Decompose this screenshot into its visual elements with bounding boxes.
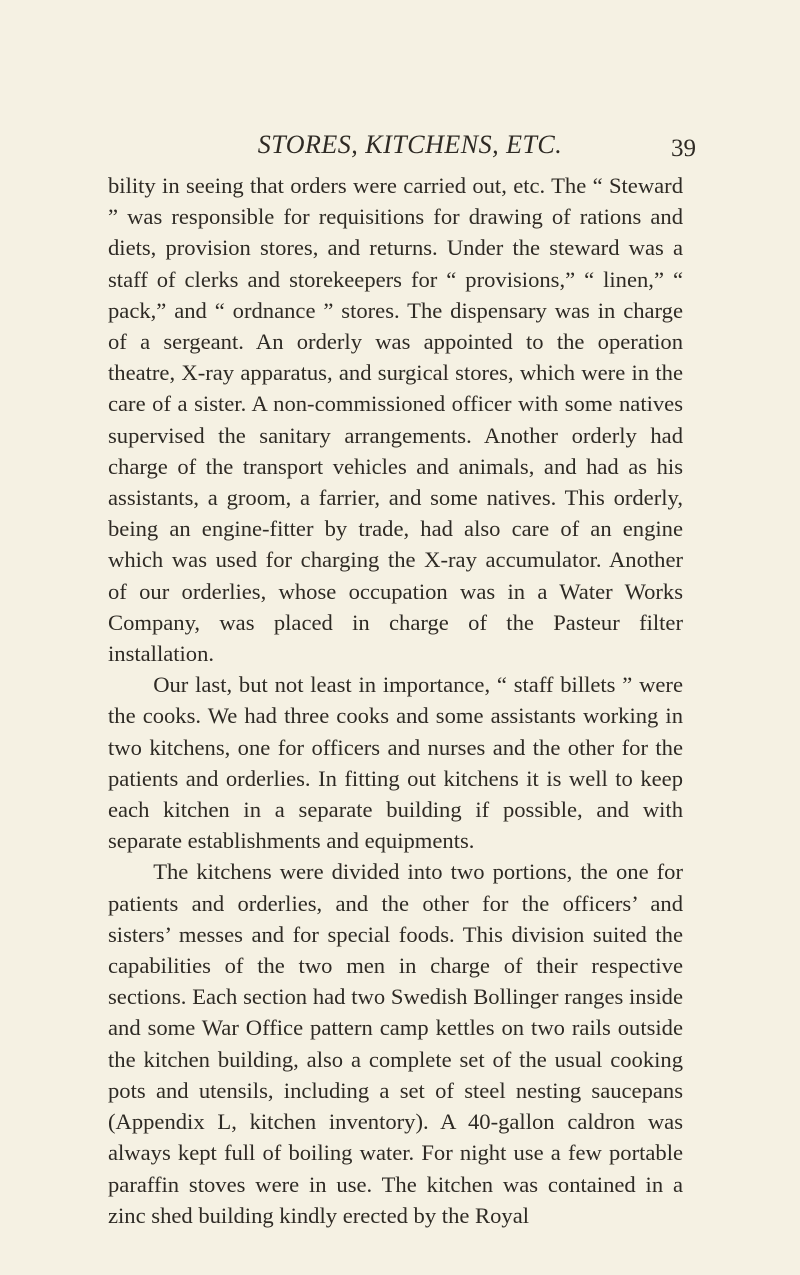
paragraph-cooks: Our last, but not least in importance, “ staff billets ” were the cooks. We had three cooks and some assistants working in two kitchens, one for officers and nurses and the other for the patients and orderlies. In fitting out kitchens it is well to keep each kitchen in a separate building if possible, and with separate establishments and equipments.	[108, 672, 683, 854]
page-number: 39	[671, 135, 696, 162]
body-text	[108, 170, 683, 1231]
running-title: STORES, KITCHENS, ETC.	[257, 130, 563, 159]
paragraph-kitchens: The kitchens were divided into two portions, the one for patients and orderlies, and the other for the officers’ and sisters’ messes and for special foods. This division suited the capabilities of the two men in charge of their respective sections. Each section had two Swedish Bollinger ranges inside and some War Office pattern camp kettles on two rails outside the kitchen building, also a complete set of the usual cooking pots and utensils, including a set of steel nesting saucepans (Appendix L, kitchen inventory). A 40-gallon caldron was always kept full of boiling water. For night use a few portable paraffin stoves were in use. The kitchen was contained in a zinc shed building kindly erected by the Royal	[108, 859, 683, 1228]
running-head	[150, 128, 696, 162]
paragraph-staff-duties: bility in seeing that orders were carried out, etc. The “ Steward ” was responsible for requisitions for drawing of rations and diets, provision stores, and returns. Under the steward was a staff of clerks and storekeepers for “ provisions,” “ linen,” “ pack,” and “ ordnance ” stores. The dispensary was in charge of a sergeant. An orderly was appointed to the operation theatre, X-ray apparatus, and surgical stores, which were in the care of a sister. A non-commissioned officer with some natives supervised the sanitary arrangements. Another orderly had charge of the transport vehicles and animals, and had as his assistants, a groom, a farrier, and some natives. This orderly, being an engine-fitter by trade, had also care of an engine which was used for charging the X-ray accumulator. Another of our orderlies, whose occupation was in a Water Works Company, was placed in charge of the Pasteur filter installation.	[108, 173, 683, 667]
